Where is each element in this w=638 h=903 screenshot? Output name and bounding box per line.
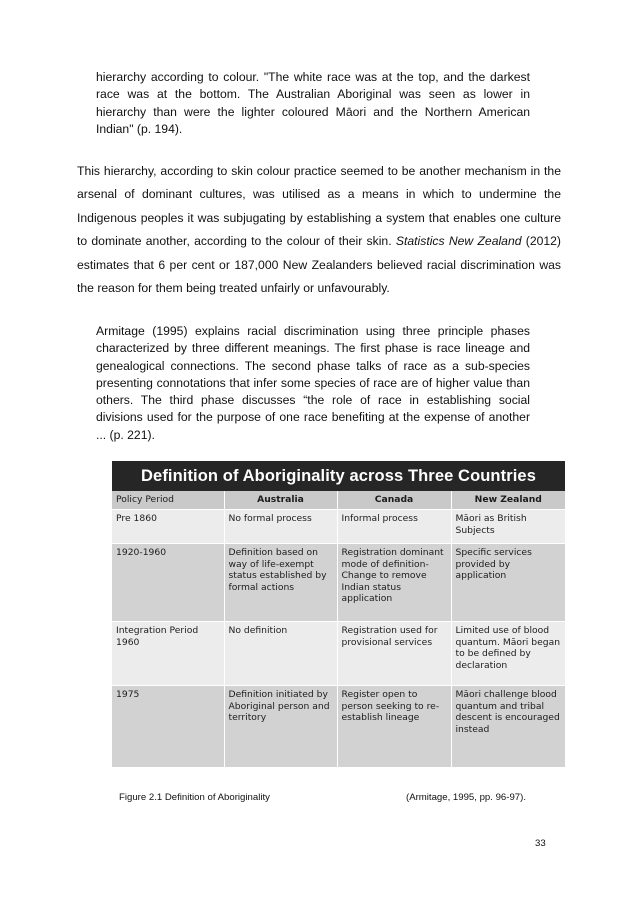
table-cell: No formal process: [224, 510, 337, 544]
table-header-row: [112, 491, 565, 510]
table-cell: Registration used for provisional services: [337, 622, 451, 686]
table-cell: Limited use of blood quantum. Māori began to be defined by declaration: [451, 622, 565, 686]
aboriginality-table-figure: [112, 461, 565, 767]
header-australia: Australia: [224, 491, 337, 510]
paragraph-part-2: (2012) estimates that 6 per cent or 187,000 New Zealanders believed racial discrimination was the reason for them being treated unfairly or unfavourably.: [77, 234, 561, 296]
paragraph-part-1: This hierarchy, according to skin colour practice seemed to be another mechanism in the arsenal of dominant cultures, was utilised as a means in which to undermine the Indigenous peoples it was subjugating by establishing a system that enables one culture to dominate another, according to the colour of their skin.: [77, 164, 561, 249]
table-cell: Register open to person seeking to re-establish lineage: [337, 686, 451, 768]
header-new-zealand: New Zealand: [451, 491, 565, 510]
block-quote-hierarchy: hierarchy according to colour. "The white race was at the top, and the darkest race was at the bottom. The Australian Aboriginal was seen as lower in hierarchy than were the lighter coloured Māori and the Northern American Indian" (p. 194).: [96, 70, 530, 136]
table-row: [112, 686, 565, 768]
definition-table: [112, 491, 565, 767]
table-cell: Definition based on way of life-exempt status established by formal actions: [224, 544, 337, 622]
header-canada: Canada: [337, 491, 451, 510]
table-cell: 1920-1960: [112, 544, 224, 622]
table-cell: Informal process: [337, 510, 451, 544]
table-row: [112, 622, 565, 686]
table-title: Definition of Aboriginality across Three Countries: [112, 461, 565, 491]
table-cell: Registration dominant mode of definition-Change to remove Indian status application: [337, 544, 451, 622]
header-policy-period: Policy Period: [112, 491, 224, 510]
table-cell: Specific services provided by application: [451, 544, 565, 622]
page-number: 33: [535, 838, 546, 849]
table-cell: No definition: [224, 622, 337, 686]
table-row: [112, 510, 565, 544]
table-cell: Māori as British Subjects: [451, 510, 565, 544]
table-cell: 1975: [112, 686, 224, 768]
paragraph-text: [77, 160, 561, 300]
figure-caption: Figure 2.1 Definition of Aboriginality: [119, 792, 270, 803]
table-cell: Definition initiated by Aboriginal person and territory: [224, 686, 337, 768]
table-row: [112, 544, 565, 622]
table-cell: Māori challenge blood quantum and tribal descent is encouraged instead: [451, 686, 565, 768]
table-cell: Pre 1860: [112, 510, 224, 544]
figure-source: (Armitage, 1995, pp. 96-97).: [406, 792, 526, 803]
body-paragraph: [77, 160, 561, 300]
statistics-nz-italic: Statistics New Zealand: [395, 234, 522, 249]
block-quote-armitage: Armitage (1995) explains racial discrimination using three principle phases characterized by three different meanings. The first phase is race lineage and genealogical connections. The second phase talks of race as a sub-species presenting connotations that infer some species of race are of higher value than others. The third phase discusses “the role of race in establishing social divisions used for the purpose of one race benefiting at the expense of another ... (p. 221).: [96, 324, 530, 442]
table-cell: Integration Period 1960: [112, 622, 224, 686]
